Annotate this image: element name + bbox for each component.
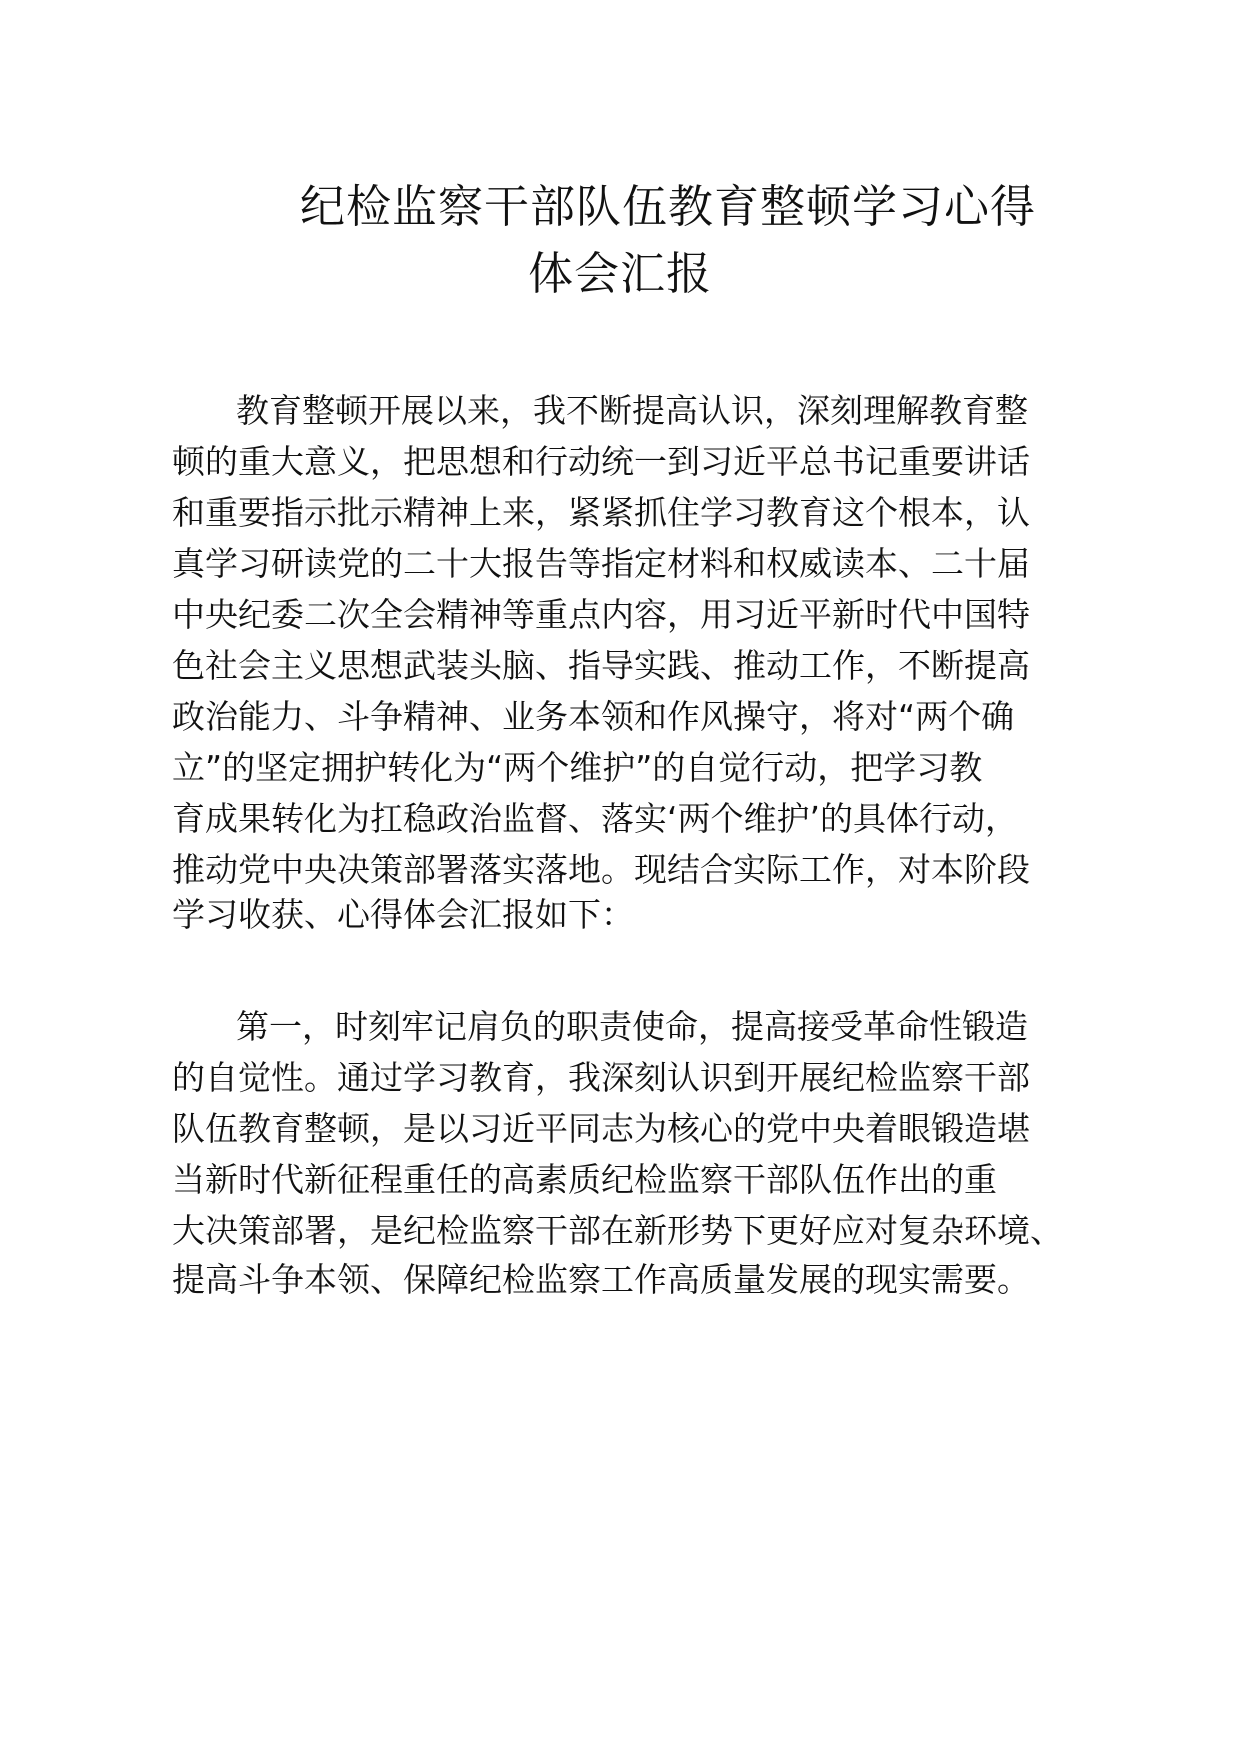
paragraph-line: 立”的坚定拥护转化为“两个维护”的自觉行动，把学习教 — [172, 748, 983, 787]
paragraph-line: 顿的重大意义，把思想和行动统一到习近平总书记重要讲话 — [172, 442, 1030, 481]
paragraph-line: 色社会主义思想武装头脑、指导实践、推动工作，不断提高 — [172, 646, 1030, 685]
paragraph-line: 队伍教育整顿，是以习近平同志为核心的党中央着眼锻造堪 — [172, 1109, 1030, 1148]
document-title-line-1: 纪检监察干部队伍教育整顿学习心得 — [300, 180, 1037, 233]
paragraph-line: 教育整顿开展以来，我不断提高认识，深刻理解教育整 — [236, 391, 1028, 430]
paragraph-line: 学习收获、心得体会汇报如下： — [172, 895, 634, 934]
paragraph-line: 真学习研读党的二十大报告等指定材料和权威读本、二十届 — [172, 544, 1030, 583]
paragraph-line: 和重要指示批示精神上来，紧紧抓住学习教育这个根本，认 — [172, 493, 1030, 532]
paragraph-line: 提高斗争本领、保障纪检监察工作高质量发展的现实需要。 — [172, 1260, 1030, 1299]
paragraph-line: 第一，时刻牢记肩负的职责使命，提高接受革命性锻造 — [236, 1007, 1028, 1046]
paragraph-line: 大决策部署，是纪检监察干部在新形势下更好应对复杂环境、 — [172, 1211, 1063, 1250]
paragraph-line: 推动党中央决策部署落实落地。现结合实际工作，对本阶段 — [172, 850, 1030, 889]
paragraph-line: 中央纪委二次全会精神等重点内容，用习近平新时代中国特 — [172, 595, 1030, 634]
paragraph-line: 育成果转化为扛稳政治监督、落实‘两个维护’的具体行动， — [172, 799, 1018, 838]
paragraph-line: 政治能力、斗争精神、业务本领和作风操守，将对“两个确 — [172, 697, 1015, 736]
paragraph-line: 当新时代新征程重任的高素质纪检监察干部队伍作出的重 — [172, 1160, 997, 1199]
paragraph-line: 的自觉性。通过学习教育，我深刻认识到开展纪检监察干部 — [172, 1058, 1030, 1097]
document-title-line-2: 体会汇报 — [528, 247, 713, 300]
